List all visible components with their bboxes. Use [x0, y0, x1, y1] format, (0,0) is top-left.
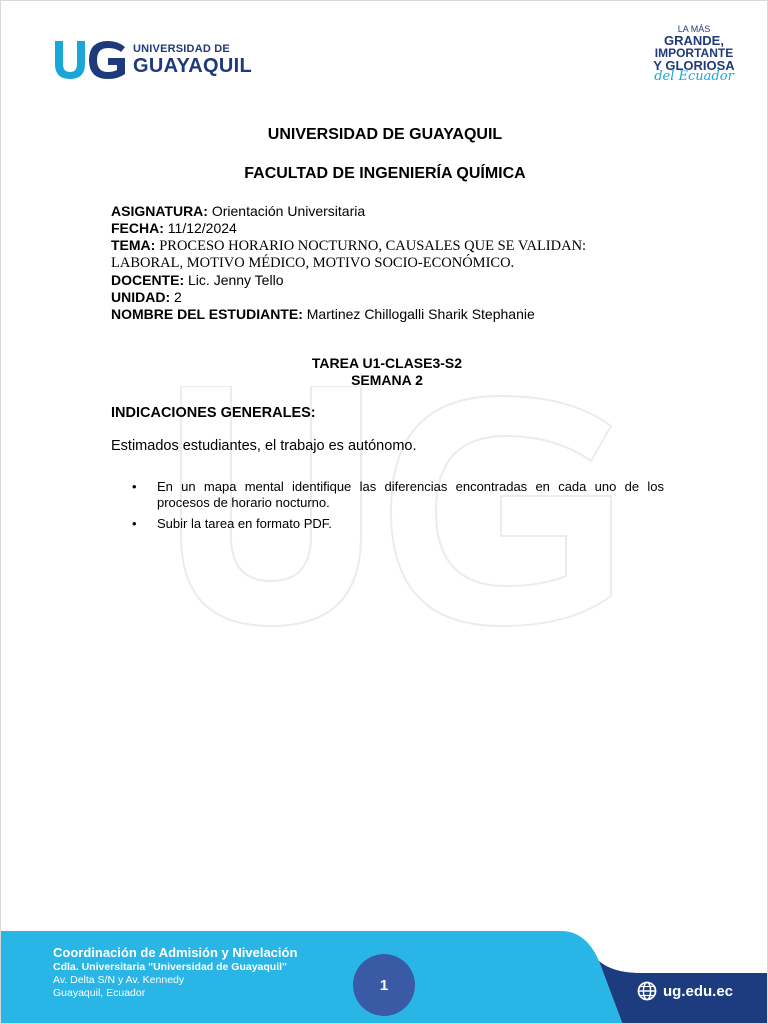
fecha-value: 11/12/2024	[167, 219, 237, 236]
fecha-row	[111, 220, 641, 237]
docente-row	[111, 272, 641, 289]
estudiante-value: Martinez Chillogalli Sharik Stephanie	[306, 305, 535, 322]
website-text[interactable]: ug.edu.ec	[663, 982, 734, 1000]
footer-address	[53, 946, 297, 1000]
asignatura-row	[111, 203, 641, 220]
slogan-line-0: LA MÁS	[677, 24, 711, 34]
logo-line-1: UNIVERSIDAD DE	[133, 43, 230, 55]
intro-text: Estimados estudiantes, el trabajo es autónomo.	[111, 438, 417, 454]
footer-line-2: Cdla. Universitaria "Universidad de Guayaquil"	[53, 961, 288, 973]
tema-value-line-1: PROCESO HORARIO NOCTURNO, CAUSALES QUE SE VALIDAN:	[159, 237, 587, 254]
globe-icon	[637, 981, 657, 1001]
unidad-row	[111, 289, 641, 306]
fecha-label: FECHA:	[111, 219, 164, 236]
asignatura-value: Orientación Universitaria	[211, 203, 366, 219]
bullet-icon: •	[132, 516, 137, 531]
faculty-title: FACULTAD DE INGENIERÍA QUÍMICA	[244, 165, 526, 182]
website-link[interactable]	[637, 981, 733, 1001]
asignatura-label: ASIGNATURA:	[111, 203, 208, 219]
page-number: 1	[353, 954, 415, 1016]
list-item	[111, 479, 664, 510]
docente-value: Lic. Jenny Tello	[188, 272, 284, 289]
footer-line-1: Coordinación de Admisión y Nivelación	[53, 945, 298, 960]
bullet-text: En un mapa mental identifique las diferencias encontradas en cada uno de los procesos de horario nocturno.	[157, 479, 664, 510]
bullet-list	[111, 479, 664, 538]
university-title: UNIVERSIDAD DE GUAYAQUIL	[267, 126, 503, 143]
task-title: TAREA U1-CLASE3-S2	[311, 355, 463, 371]
bullet-text: Subir la tarea en formato PDF.	[157, 516, 332, 531]
estudiante-row	[111, 306, 641, 323]
bullet-icon: •	[132, 479, 137, 494]
unidad-value: 2	[174, 288, 182, 305]
university-logo	[53, 39, 252, 81]
slogan-line-3: Y GLORIOSA	[653, 58, 735, 73]
tema-value-line-2: LABORAL, MOTIVO MÉDICO, MOTIVO SOCIO-ECONÓMICO.	[111, 255, 515, 272]
ug-logo-icon	[53, 39, 131, 81]
logo-line-2: GUAYAQUIL	[133, 55, 253, 77]
slogan-line-4: del Ecuador	[654, 69, 734, 84]
slogan-line-1: GRANDE,	[664, 33, 724, 48]
footer-line-4: Guayaquil, Ecuador	[53, 987, 146, 999]
task-week: SEMANA 2	[351, 372, 423, 388]
indications-heading: INDICACIONES GENERALES:	[111, 405, 316, 421]
info-block	[111, 203, 641, 323]
tema-label: TEMA:	[111, 236, 156, 253]
docente-label: DOCENTE:	[111, 272, 185, 289]
task-heading	[1, 355, 768, 389]
slogan-line-2: IMPORTANTE	[654, 46, 734, 60]
unidad-label: UNIDAD:	[111, 288, 171, 305]
tema-row	[111, 237, 641, 255]
tema-row-2	[111, 254, 641, 272]
list-item	[111, 516, 664, 532]
estudiante-label: NOMBRE DEL ESTUDIANTE:	[111, 305, 303, 322]
footer-line-3: Av. Delta S/N y Av. Kennedy	[53, 974, 185, 986]
slogan	[649, 25, 739, 83]
